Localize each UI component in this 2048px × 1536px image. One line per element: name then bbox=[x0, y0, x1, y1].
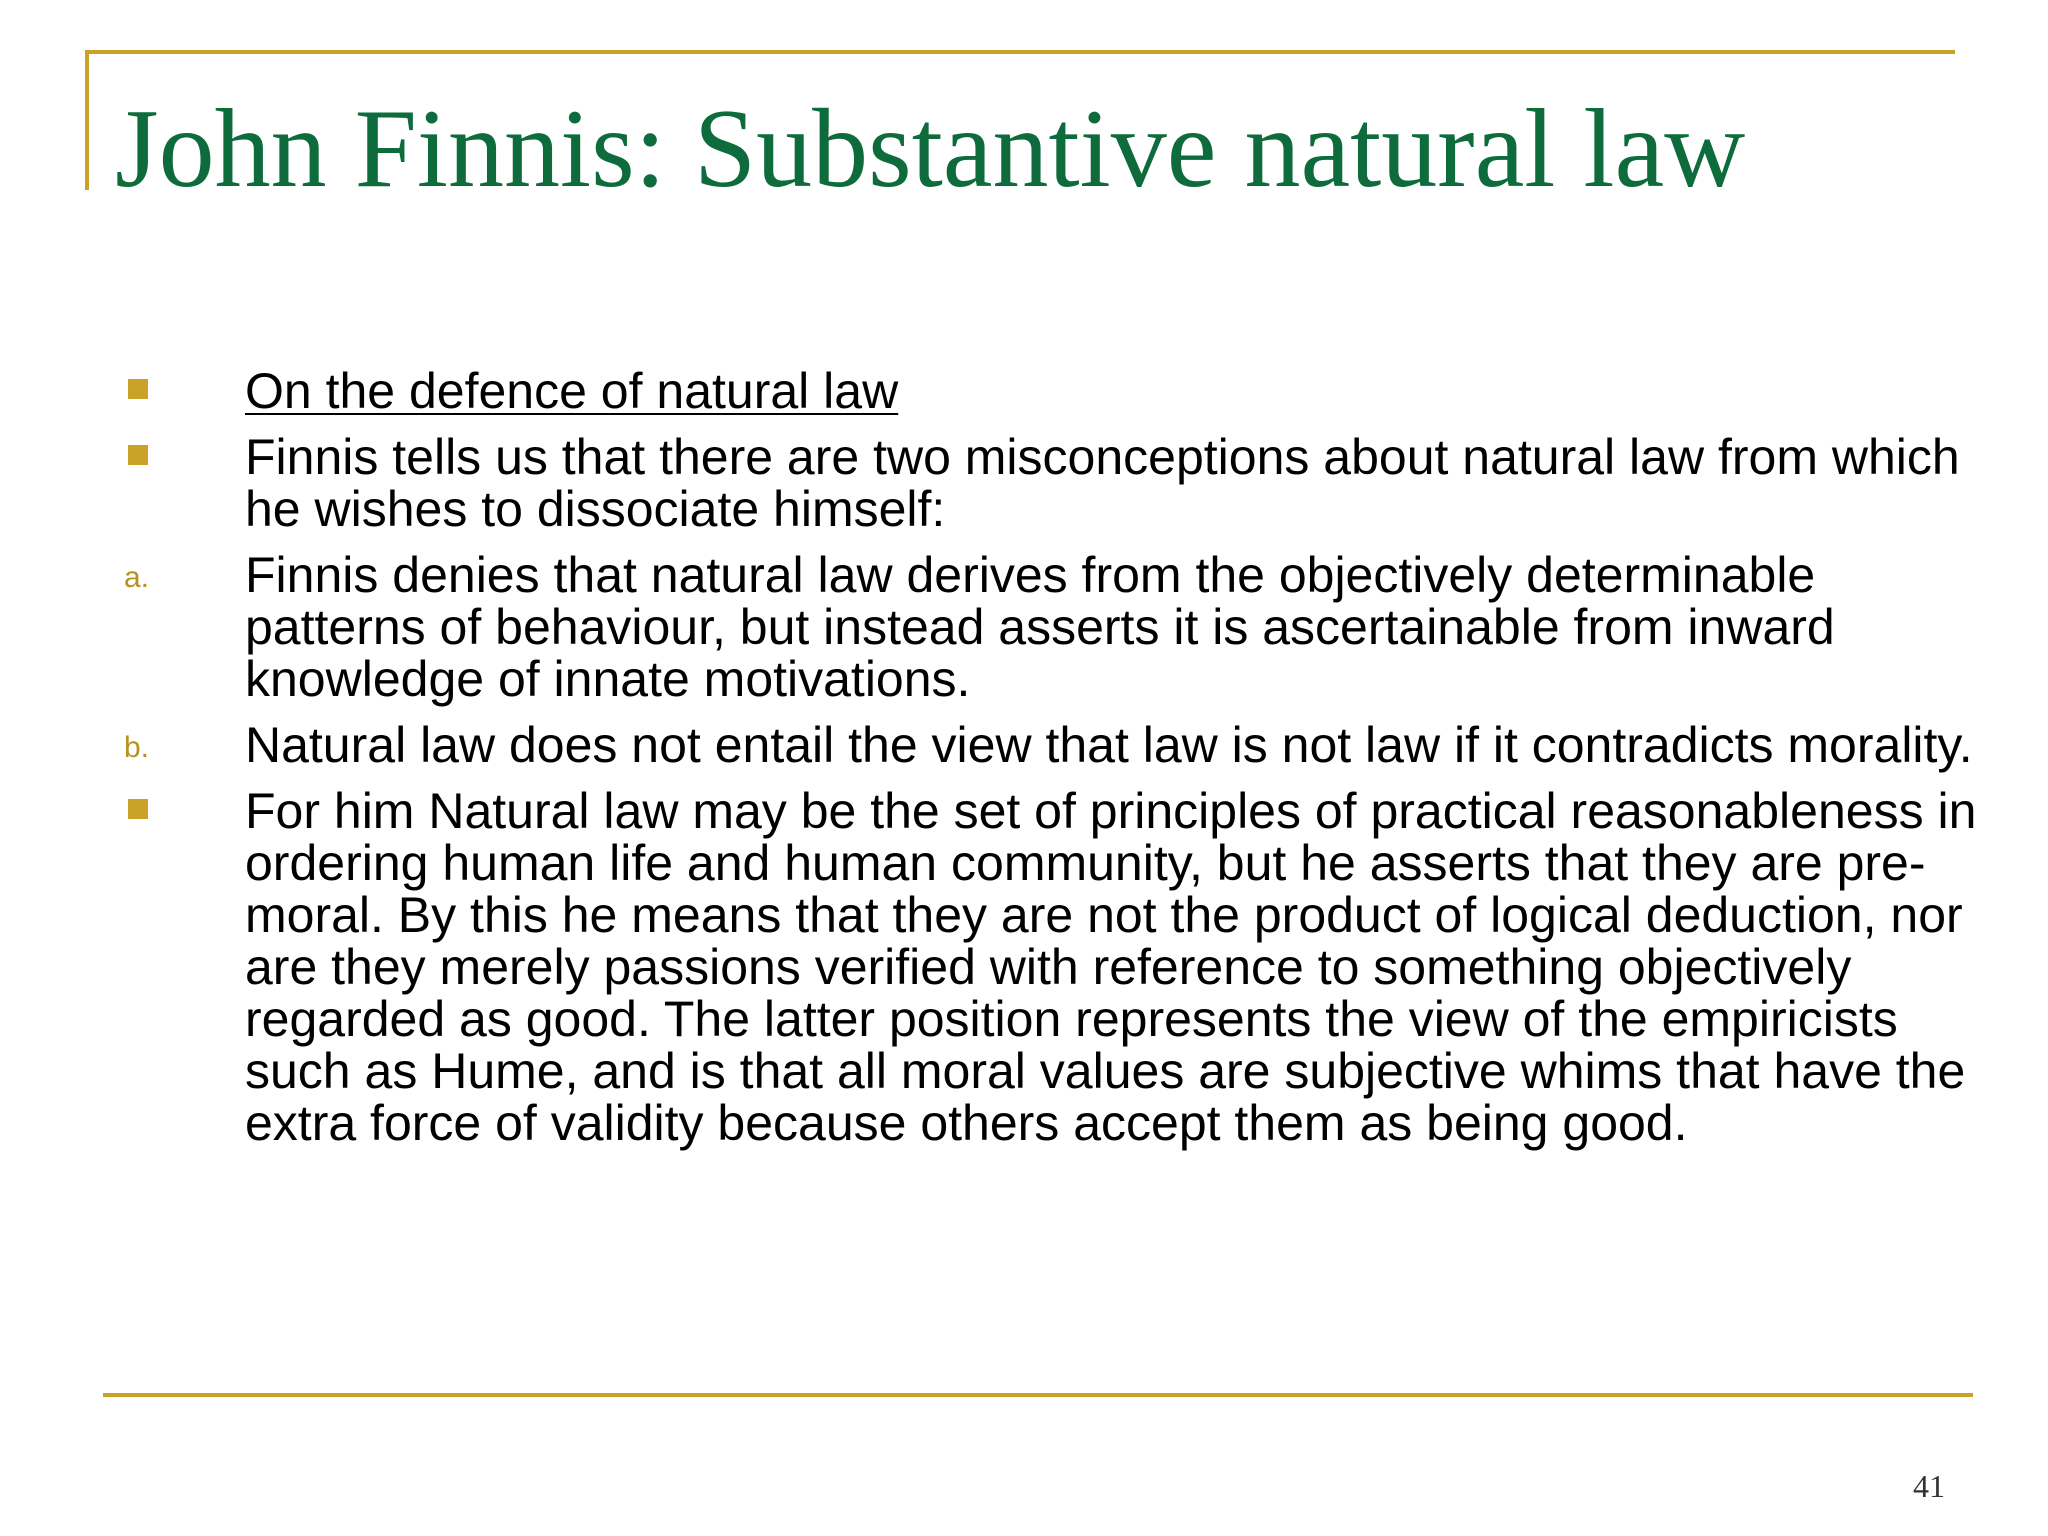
square-bullet-icon bbox=[128, 379, 148, 399]
frame-top-rule bbox=[85, 50, 1955, 54]
bullet-heading-text: On the defence of natural law bbox=[245, 363, 899, 419]
lettered-text: Finnis denies that natural law derives from the objectively determinable patterns of behaviour, but instead asserts it is ascertainable from inward knowledge of innate motivations. bbox=[245, 547, 1835, 707]
bullet-text: Finnis tells us that there are two misconceptions about natural law from which he wishes to dissociate himself: bbox=[245, 429, 1960, 537]
lettered-item bbox=[0, 549, 2048, 705]
lettered-text: Natural law does not entail the view that law is not law if it contradicts morality. bbox=[245, 717, 1973, 773]
frame-left-rule bbox=[85, 50, 89, 190]
list-letter: a. bbox=[124, 561, 150, 594]
square-bullet-icon bbox=[128, 799, 148, 819]
slide-body bbox=[0, 365, 2048, 1163]
bullet-item bbox=[0, 365, 2048, 417]
bullet-item bbox=[0, 785, 2048, 1149]
page-number: 41 bbox=[1913, 1468, 1945, 1504]
bullet-item bbox=[0, 431, 2048, 535]
lettered-item bbox=[0, 719, 2048, 771]
square-bullet-icon bbox=[128, 445, 148, 465]
bullet-text: For him Natural law may be the set of principles of practical reasonableness in ordering human life and human community, but he asserts that they are pre-moral. By this he means that they are not the product of logical deduction, nor are they merely passions verified with reference to something objectively regarded as good. The latter position represents the view of the empiricists such as Hume, and is that all moral values are subjective whims that have the extra force of validity because others accept them as being good. bbox=[245, 783, 1977, 1151]
list-letter: b. bbox=[124, 731, 150, 764]
slide-title: John Finnis: Substantive natural law bbox=[115, 87, 1746, 211]
frame-bottom-rule bbox=[103, 1393, 1973, 1397]
